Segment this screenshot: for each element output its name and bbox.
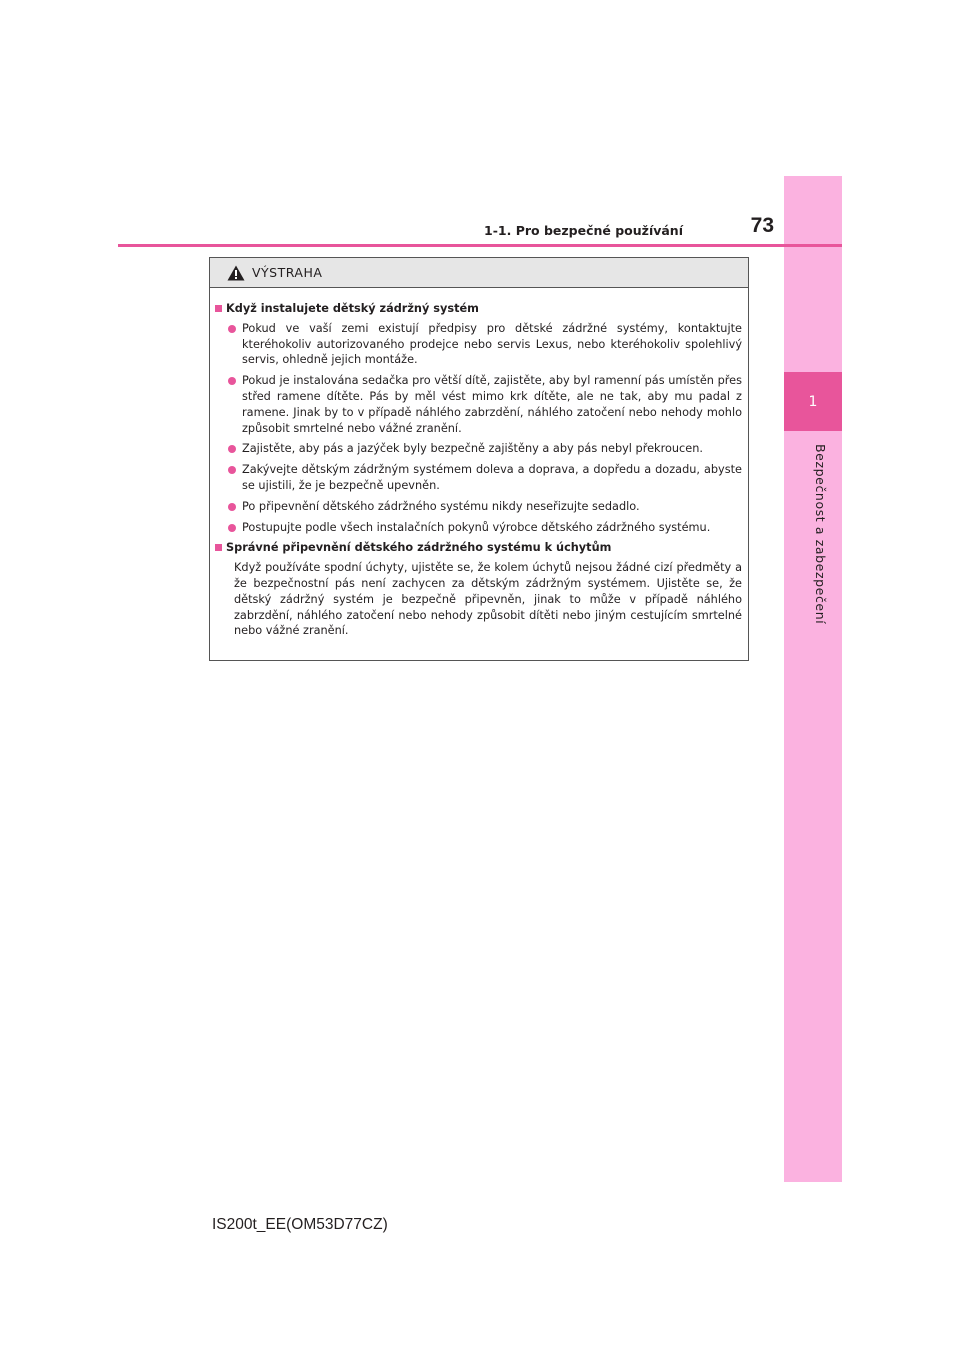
list-item-text: Postupujte podle všech instalačních pokynů výrobce dětského zádržného systému.: [242, 520, 711, 534]
warning-triangle-icon: [227, 265, 245, 281]
list-item-text: Zajistěte, aby pás a jazýček byly bezpečně zajištěny a aby pás nebyl překroucen.: [242, 442, 703, 456]
warning-body: [210, 288, 748, 639]
chapter-label: Bezpečnost a zabezpečení: [813, 444, 828, 625]
list-item-text: Zakývejte dětským zádržným systémem doleva a doprava, a dopředu a dozadu, abyste se ujistili, že je bezpečně upevněn.: [242, 463, 742, 492]
list-item: [215, 520, 742, 536]
bullet-dot-icon: [228, 325, 236, 333]
chapter-side-tab: [784, 176, 842, 1182]
bullet-dot-icon: [228, 466, 236, 474]
list-item: [215, 373, 742, 436]
list-item-text: Pokud je instalována sedačka pro větší dítě, zajistěte, aby byl ramenní pás umístěn přes střed ramene dítěte. Pás by měl vést mimo krk dítěte, ale ne tak, aby mu padal z ramene. Jinak by to v případě náhlého zabrzdění, náhlého zatočení nebo nehody mohlo způsobit smrtelné nebo vážné zranění.: [242, 374, 742, 435]
chapter-number: 1: [784, 372, 842, 431]
bullet-dot-icon: [228, 377, 236, 385]
bullet-dot-icon: [228, 445, 236, 453]
list-item: [215, 441, 742, 457]
list-item: [215, 462, 742, 494]
warning-header: [210, 258, 748, 288]
list-item-text: Pokud ve vaší zemi existují předpisy pro dětské zádržné systémy, kontaktujte kteréhokoliv autorizovaného prodejce nebo servis Lexus, nebo kteréhokoliv spolehlivý servis, ohledně jejich montáže.: [242, 321, 742, 367]
square-bullet-icon: [215, 305, 222, 312]
warning-section-anchors: [215, 540, 742, 639]
header-divider: [118, 244, 842, 247]
model-code: IS200t_EE(OM53D77CZ): [212, 1216, 388, 1233]
list-item-text: Po připevnění dětského zádržného systému nikdy neseřizujte sedadlo.: [242, 499, 640, 513]
section-heading: [215, 301, 742, 317]
list-item: [215, 499, 742, 515]
warning-title: VÝSTRAHA: [252, 265, 323, 280]
section-heading: [215, 540, 742, 556]
section-heading-text: Správné připevnění dětského zádržného systému k úchytům: [226, 541, 612, 555]
square-bullet-icon: [215, 544, 222, 551]
warning-box: [209, 257, 749, 661]
bullet-dot-icon: [228, 503, 236, 511]
section-paragraph: Když používáte spodní úchyty, ujistěte se, že kolem úchytů nejsou žádné cizí předměty a že bezpečnostní pás není zachycen za dětským zádržným systémem. Ujistěte se, že dětský zádržný systém je bezpečně připevněn, jinak to může v případě náhlého zabrzdění, náhlého zatočení nebo nehody způsobit dítěti nebo jiným cestujícím smrtelné nebo vážné zranění.: [234, 561, 742, 638]
warning-section-installation: [215, 301, 742, 535]
section-heading-text: Když instalujete dětský zádržný systém: [226, 302, 479, 315]
bullet-dot-icon: [228, 524, 236, 532]
page-number: 73: [750, 214, 774, 237]
list-item: [215, 321, 742, 368]
section-title: 1-1. Pro bezpečné používání: [484, 223, 683, 238]
